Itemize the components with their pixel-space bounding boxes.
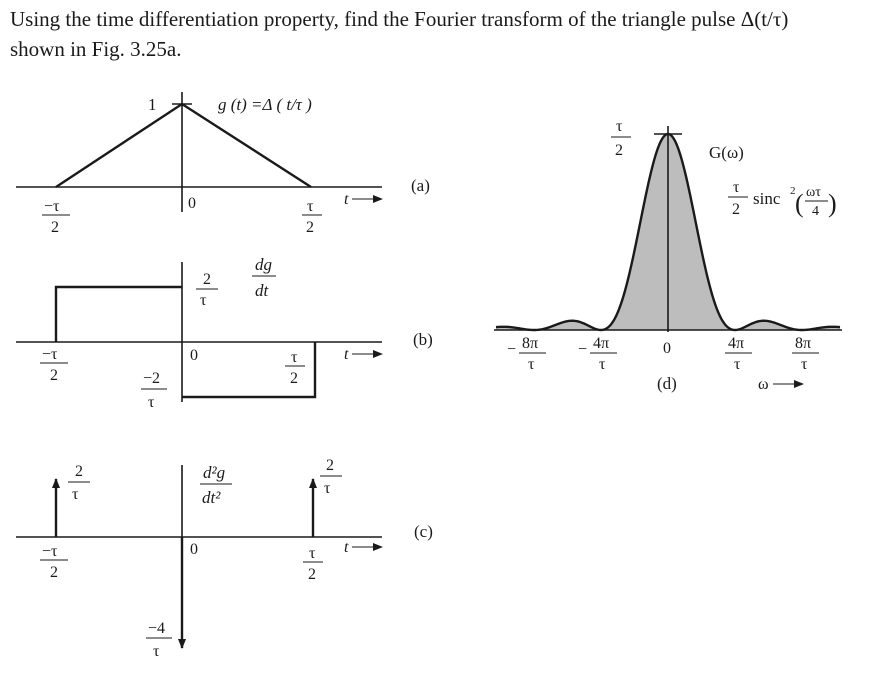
b-panel-label: (b) xyxy=(413,330,433,349)
a-origin-label: 0 xyxy=(188,195,196,212)
a-t-label: t xyxy=(344,191,349,208)
problem-line-2: shown in Fig. 3.25a. xyxy=(10,37,182,61)
c-t-label: t xyxy=(344,539,349,556)
b-deriv-den: dt xyxy=(255,281,269,300)
problem-line-1: Using the time differentiation property, find the Fourier transform of the triangle pulse Δ(t/τ) xyxy=(10,7,789,31)
d-formula-num: τ xyxy=(733,179,740,196)
a-neg-tick-den: 2 xyxy=(51,219,59,236)
d-tick-p8-num: 8π xyxy=(795,335,812,352)
b-deriv-num: dg xyxy=(255,255,272,274)
c-down-den: τ xyxy=(153,643,160,660)
c-deriv-den: dt² xyxy=(202,488,221,507)
b-neg-tick-den: 2 xyxy=(50,367,58,384)
b-origin-label: 0 xyxy=(190,347,198,364)
d-panel-label: (d) xyxy=(657,374,677,393)
panel-a xyxy=(16,92,430,236)
c-pos-tick-num: τ xyxy=(309,545,316,562)
d-formula-rparen: ) xyxy=(828,189,837,218)
d-omega-label: ω xyxy=(758,376,769,393)
c-pos-tick-den: 2 xyxy=(308,566,316,583)
d-tick-m4-den: τ xyxy=(599,356,606,373)
d-tick-m8-minus: − xyxy=(507,341,517,358)
d-peak-num: τ xyxy=(616,118,623,135)
a-neg-tick-num: −τ xyxy=(44,198,60,215)
a-pos-tick-num: τ xyxy=(307,198,314,215)
b-positive-step xyxy=(56,287,182,342)
panel-c xyxy=(16,457,433,660)
b-up-den: τ xyxy=(200,292,207,309)
d-peak-den: 2 xyxy=(615,142,623,159)
panel-b xyxy=(16,255,433,411)
a-peak-label: 1 xyxy=(148,95,157,114)
a-triangle-curve xyxy=(56,104,311,187)
d-tick-p8-den: τ xyxy=(801,356,808,373)
panel-d xyxy=(494,118,842,393)
c-left-den: τ xyxy=(72,486,79,503)
c-left-num: 2 xyxy=(75,463,83,480)
a-pos-tick-den: 2 xyxy=(306,219,314,236)
d-tick-m4-minus: − xyxy=(578,341,588,358)
d-tick-m8-num: 8π xyxy=(522,335,539,352)
c-origin-label: 0 xyxy=(190,541,198,558)
d-formula-arg-den: 4 xyxy=(812,204,819,219)
c-neg-tick-den: 2 xyxy=(50,564,58,581)
d-tick-p4-den: τ xyxy=(734,356,741,373)
a-function-label: g (t) =Δ ( t/τ ) xyxy=(218,95,312,114)
b-up-num: 2 xyxy=(203,271,211,288)
b-neg-tick-num: −τ xyxy=(42,346,58,363)
a-panel-label: (a) xyxy=(411,176,430,195)
b-pos-tick-num: τ xyxy=(291,349,298,366)
d-tick-m8-den: τ xyxy=(528,356,535,373)
d-formula-den: 2 xyxy=(732,201,740,218)
c-right-den: τ xyxy=(324,480,331,497)
d-tick-zero: 0 xyxy=(663,340,671,357)
d-G-label: G(ω) xyxy=(709,143,744,162)
d-formula-sinc: sinc xyxy=(753,189,781,208)
d-formula-arg-num: ωτ xyxy=(806,185,821,200)
c-right-num: 2 xyxy=(326,457,334,474)
d-formula-lparen: ( xyxy=(795,189,804,218)
b-t-label: t xyxy=(344,346,349,363)
d-tick-m4-num: 4π xyxy=(593,335,610,352)
c-neg-tick-num: −τ xyxy=(42,543,58,560)
b-pos-tick-den: 2 xyxy=(290,370,298,387)
b-down-num: −2 xyxy=(143,370,161,387)
c-panel-label: (c) xyxy=(414,522,433,541)
c-deriv-num: d²g xyxy=(203,463,226,482)
c-down-num: −4 xyxy=(148,620,166,637)
d-formula-square: 2 xyxy=(790,185,796,197)
d-tick-p4-num: 4π xyxy=(728,335,745,352)
b-down-den: τ xyxy=(148,394,155,411)
